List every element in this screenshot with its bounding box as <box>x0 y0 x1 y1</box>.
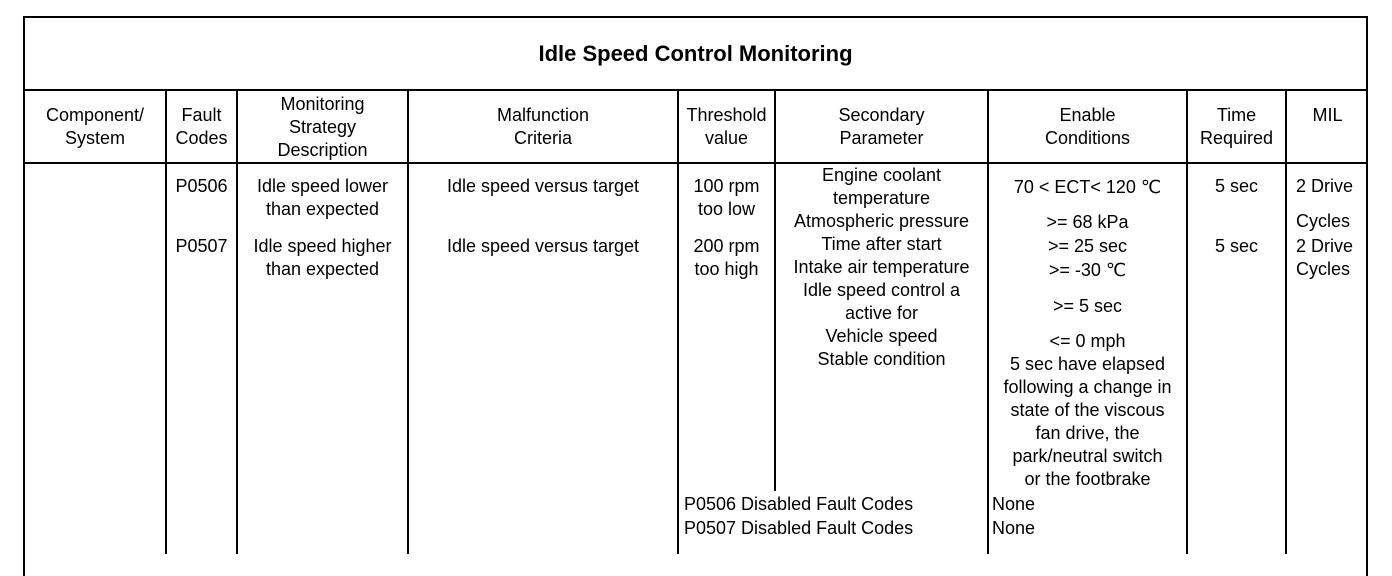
enable-condition: 70 < ECT< 120 ℃ <box>1013 177 1162 197</box>
mil-value: 2 Drive Cycles <box>1296 176 1354 231</box>
disabled-fault-codes-label: P0506 Disabled Fault Codes <box>684 494 914 514</box>
disabled-fault-codes-value: None <box>992 494 1036 514</box>
column-divider <box>677 89 679 554</box>
disabled-fault-codes-label: P0507 Disabled Fault Codes <box>684 518 914 538</box>
header-strategy: Monitoring Strategy Description <box>277 94 368 160</box>
table-title-bar <box>25 18 1366 91</box>
enable-condition: >= 5 sec <box>1052 296 1123 316</box>
header-enable: Enable Conditions <box>1044 105 1131 148</box>
header-fault-codes: Fault Codes <box>175 105 228 148</box>
enable-condition: >= 25 sec <box>1047 236 1128 256</box>
enable-condition: 5 sec have elapsed following a change in state of the viscous fan drive, the park/neutral switch or the footbrake <box>1003 354 1172 489</box>
header-secondary: Secondary Parameter <box>838 105 925 148</box>
enable-condition: >= -30 ℃ <box>1048 260 1127 280</box>
strategy-description: Idle speed lower than expected <box>256 176 389 219</box>
time-required: 5 sec <box>1214 236 1259 256</box>
column-divider <box>165 89 167 554</box>
column-divider <box>1186 89 1188 554</box>
mil-value: 2 Drive Cycles <box>1296 236 1354 279</box>
malfunction-criteria: Idle speed versus target <box>446 176 640 196</box>
header-threshold: Threshold value <box>686 105 767 148</box>
header-mil: MIL <box>1312 105 1343 125</box>
disabled-fault-codes-value: None <box>992 518 1036 538</box>
fault-code: P0506 <box>175 176 228 196</box>
header-component: Component/ System <box>45 105 145 148</box>
table-title: Idle Speed Control Monitoring <box>538 41 853 66</box>
threshold-value: 200 rpm too high <box>693 236 760 279</box>
secondary-parameters: Engine coolant temperature Atmospheric pressure Time after start Intake air temperature Idle speed control a active for Vehicle speed Stable condition <box>793 165 970 369</box>
malfunction-criteria: Idle speed versus target <box>446 236 640 256</box>
header-time: Time Required <box>1199 105 1274 148</box>
column-divider <box>407 89 409 554</box>
time-required: 5 sec <box>1214 176 1259 196</box>
enable-condition: <= 0 mph <box>1049 331 1126 351</box>
strategy-description: Idle speed higher than expected <box>253 236 392 279</box>
header-malfunction: Malfunction Criteria <box>496 105 590 148</box>
column-divider <box>1285 89 1287 554</box>
header-separator <box>23 162 1368 164</box>
fault-code: P0507 <box>175 236 228 256</box>
threshold-value: 100 rpm too low <box>693 176 760 219</box>
enable-condition: >= 68 kPa <box>1046 212 1129 232</box>
